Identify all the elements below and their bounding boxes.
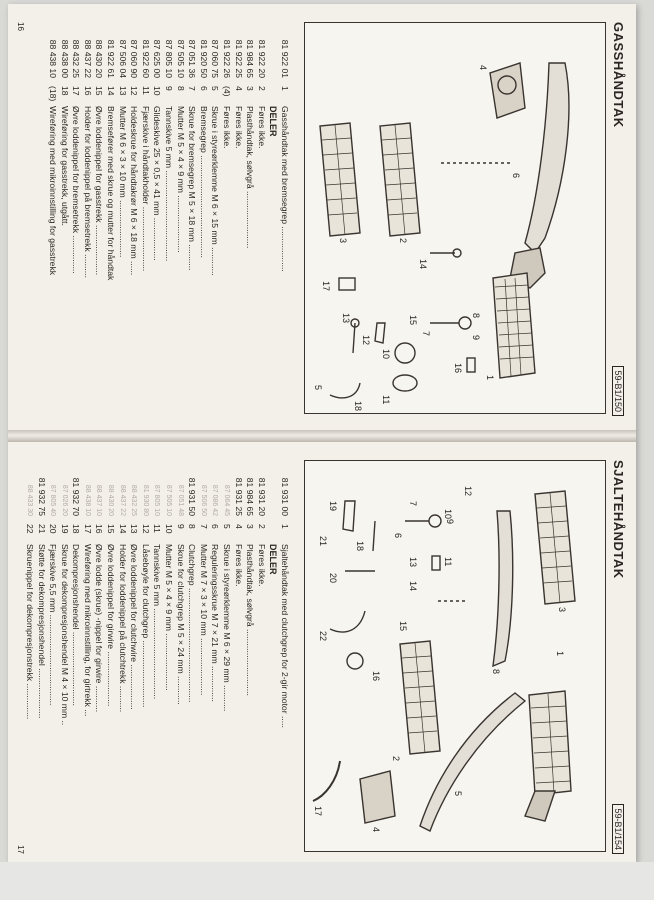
callout-14: 14 [418, 259, 428, 270]
callout-11: 11 [381, 395, 391, 405]
parts-row: 81 930 80 12 Låsebøyle for clutchgrep ............................ [140, 484, 151, 708]
page-title: SJALTEHÅNDTAK [611, 460, 626, 579]
throttle-grip-drawing [305, 23, 605, 413]
parts-row: 87 505 10 8 Mutter M 5 × 4 × 9 mm ........................ [175, 39, 186, 253]
parts-row: 88 437 22 16 Holder for loddenippel på bremsetrekk .......... [82, 39, 93, 278]
exploded-parts-diagram [304, 460, 606, 852]
callout-8: 8 [471, 313, 481, 319]
parts-list [23, 456, 290, 856]
exploded-parts-diagram [304, 22, 606, 414]
callout-18: 18 [355, 541, 365, 552]
callout-7: 7 [408, 501, 418, 507]
parts-row: 81 922 25 4 Føres ikke. [233, 39, 244, 149]
callout-9: 9 [471, 335, 481, 341]
parts-row: 81 984 65 3 Plasthåndtak, sølvgrå ............................ [245, 477, 256, 696]
parts-row: 88 438 10 (18) Wireføring med mikroinnstilling for gasstrekk [48, 39, 59, 276]
callout-2: 2 [398, 238, 408, 244]
parts-row: 88 437 10 16 Øvre lodde (skrue) -nippel for girwire ........... [94, 484, 105, 713]
callout-10: 10 [381, 349, 391, 360]
callout-5: 5 [313, 385, 323, 391]
callout-22: 22 [318, 631, 328, 642]
page-gutter [8, 430, 636, 442]
parts-row: 87 805 10 11 Tannskive 5 mm ...................................... [152, 484, 163, 700]
parts-row: 81 922 01 1 Gasshåndtak med bremsegrep ................... [280, 39, 290, 272]
callout-4: 4 [478, 65, 488, 71]
callout-9: 9 [445, 519, 455, 525]
parts-row: 81 932 75 21 Støtte for dekompresjonshendel ..................... [36, 477, 47, 719]
parts-row: 87 625 00 10 Glideskive 25 × 0,5 × 41 mm .................. [152, 39, 163, 261]
parts-row: 87 506 04 13 Mutter M 6 × 3 × 10 mm ........................ [117, 39, 128, 258]
parts-row: 81 922 26 (4) Føres ikke. [222, 39, 233, 149]
callout-1: 1 [555, 651, 565, 657]
page-number: 17 [16, 845, 25, 854]
callout-7: 7 [421, 331, 431, 337]
callout-14: 14 [408, 581, 418, 592]
parts-row: 87 064 45 5 Skrue i styreørklemme M 6 × 29 mm ........... [222, 484, 233, 712]
parts-row: 87 805 10 9 Tannskive 5 mm ...................................... [164, 39, 175, 262]
parts-row: 88 432 25 17 Øvre loddenippel for bremsetrekk ................ [71, 39, 82, 274]
parts-row: 81 931 20 2 Føres ikke. [256, 477, 267, 587]
figure-code: 59-B1/154 [612, 804, 624, 854]
parts-row: 88 438 00 18 Wireføring for gasstrekk, utgått. [59, 39, 70, 226]
callout-8: 8 [491, 669, 501, 675]
callout-13: 13 [341, 313, 351, 324]
parts-row: 87 505 10 10 Mutter M 5 × 4 × 9 mm ........................ [164, 484, 175, 691]
callout-17: 17 [313, 806, 323, 817]
parts-row: 87 060 90 12 Holdeskrue for håndtakrør M 6 × 18 mm ...... [129, 39, 140, 276]
callout-20: 20 [328, 573, 338, 584]
parts-row: 81 984 65 3 Plasthåndtak, sølvgrå ........................ [245, 39, 256, 249]
clutch-grip-drawing [305, 461, 605, 851]
parts-row: 81 920 50 6 Bremsegrep ........................................... [198, 39, 209, 258]
parts-row: 87 026 20 19 Skrue for dekompresjonshendel M 4 × 10 mm .. [59, 484, 70, 726]
callout-4: 4 [371, 827, 381, 833]
parts-row: 81 922 60 11 Fjærskive i håndtakholder ........................... [140, 39, 151, 272]
parts-row: 87 506 50 7 Mutter M 7 × 3 × 10 mm ........................ [198, 484, 209, 696]
callout-21: 21 [318, 536, 328, 547]
parts-heading: DELER [268, 106, 279, 137]
callout-18: 18 [353, 401, 363, 412]
parts-row: 81 931 50 8 Clutchgrep ................................................ [187, 477, 198, 703]
parts-list [47, 18, 290, 418]
parts-row: 87 086 42 6 Reguleringsskrue M 7 × 21 mm ............... [210, 484, 221, 702]
parts-row: 87 051 36 7 Skrue for bremsegrep M 5 × 18 mm ........... [187, 39, 198, 271]
figure-code: 59-B1/150 [612, 366, 624, 416]
parts-row: 87 060 75 5 Skrue i styreørklemme M 6 × 15 mm ............ [210, 39, 221, 276]
callout-2: 2 [391, 756, 401, 762]
parts-row: 81 932 70 18 Dekompresjonshendel ............................... [71, 477, 82, 706]
page-gasshandtak [8, 4, 636, 430]
page-number: 16 [16, 22, 25, 31]
diagram-callouts [313, 65, 521, 411]
callout-12: 12 [361, 335, 371, 346]
callout-10: 10 [443, 509, 453, 520]
callout-13: 13 [408, 557, 418, 568]
callout-12: 12 [463, 486, 473, 497]
callout-6: 6 [393, 533, 403, 539]
callout-16: 16 [453, 363, 463, 374]
callout-16: 16 [371, 671, 381, 682]
callout-3: 3 [557, 607, 567, 613]
page-sjaltehandtak [8, 442, 636, 868]
parts-row: 88 430 20 15 Øvre loddenippel for gasstrekk ..................... [94, 39, 105, 276]
callout-3: 3 [338, 238, 348, 244]
callout-19: 19 [328, 501, 338, 512]
parts-row: 81 931 25 4 Føres ikke. [233, 477, 244, 587]
parts-row: 81 922 61 14 Bremsefører med skrue og mutter for håndtak [106, 39, 117, 281]
callout-6: 6 [511, 173, 521, 179]
parts-row: 88 432 25 13 Øvre loddenippel for clutchwire ................... [129, 484, 140, 710]
parts-row: 88 438 10 17 Wireføring med mikroinnstilling, for girtrekk ... [82, 484, 93, 717]
callout-15: 15 [408, 315, 418, 326]
parts-row: 88 433 30 22 Skruenippel for dekompresjonstrekk ............... [24, 484, 35, 720]
parts-row: 81 931 00 1 Sjaltehåndtak med clutchgrep for 2-gir motor ..... [280, 477, 290, 728]
parts-row: 88 437 22 14 Holder for loddenippel på clutchtrekk ........... [117, 484, 128, 713]
parts-heading: DELER [268, 544, 279, 575]
parts-row: 87 051 48 9 Skrue for clutchgrep M 5 × 24 mm ............ [175, 484, 186, 705]
parts-row: 88 430 20 15 Øvre loddenippel for girwire ....................... [106, 484, 117, 707]
callout-5: 5 [453, 791, 463, 797]
page-title: GASSHÅNDTAK [611, 22, 626, 128]
callout-11: 11 [443, 557, 453, 567]
callout-15: 15 [398, 621, 408, 632]
parts-row: 81 922 20 2 Føres ikke. [256, 39, 267, 149]
parts-row: 87 805 40 20 Fjærskive 5,5 mm ...................................... [48, 484, 59, 706]
callout-17: 17 [321, 281, 331, 292]
callout-1: 1 [485, 375, 495, 381]
